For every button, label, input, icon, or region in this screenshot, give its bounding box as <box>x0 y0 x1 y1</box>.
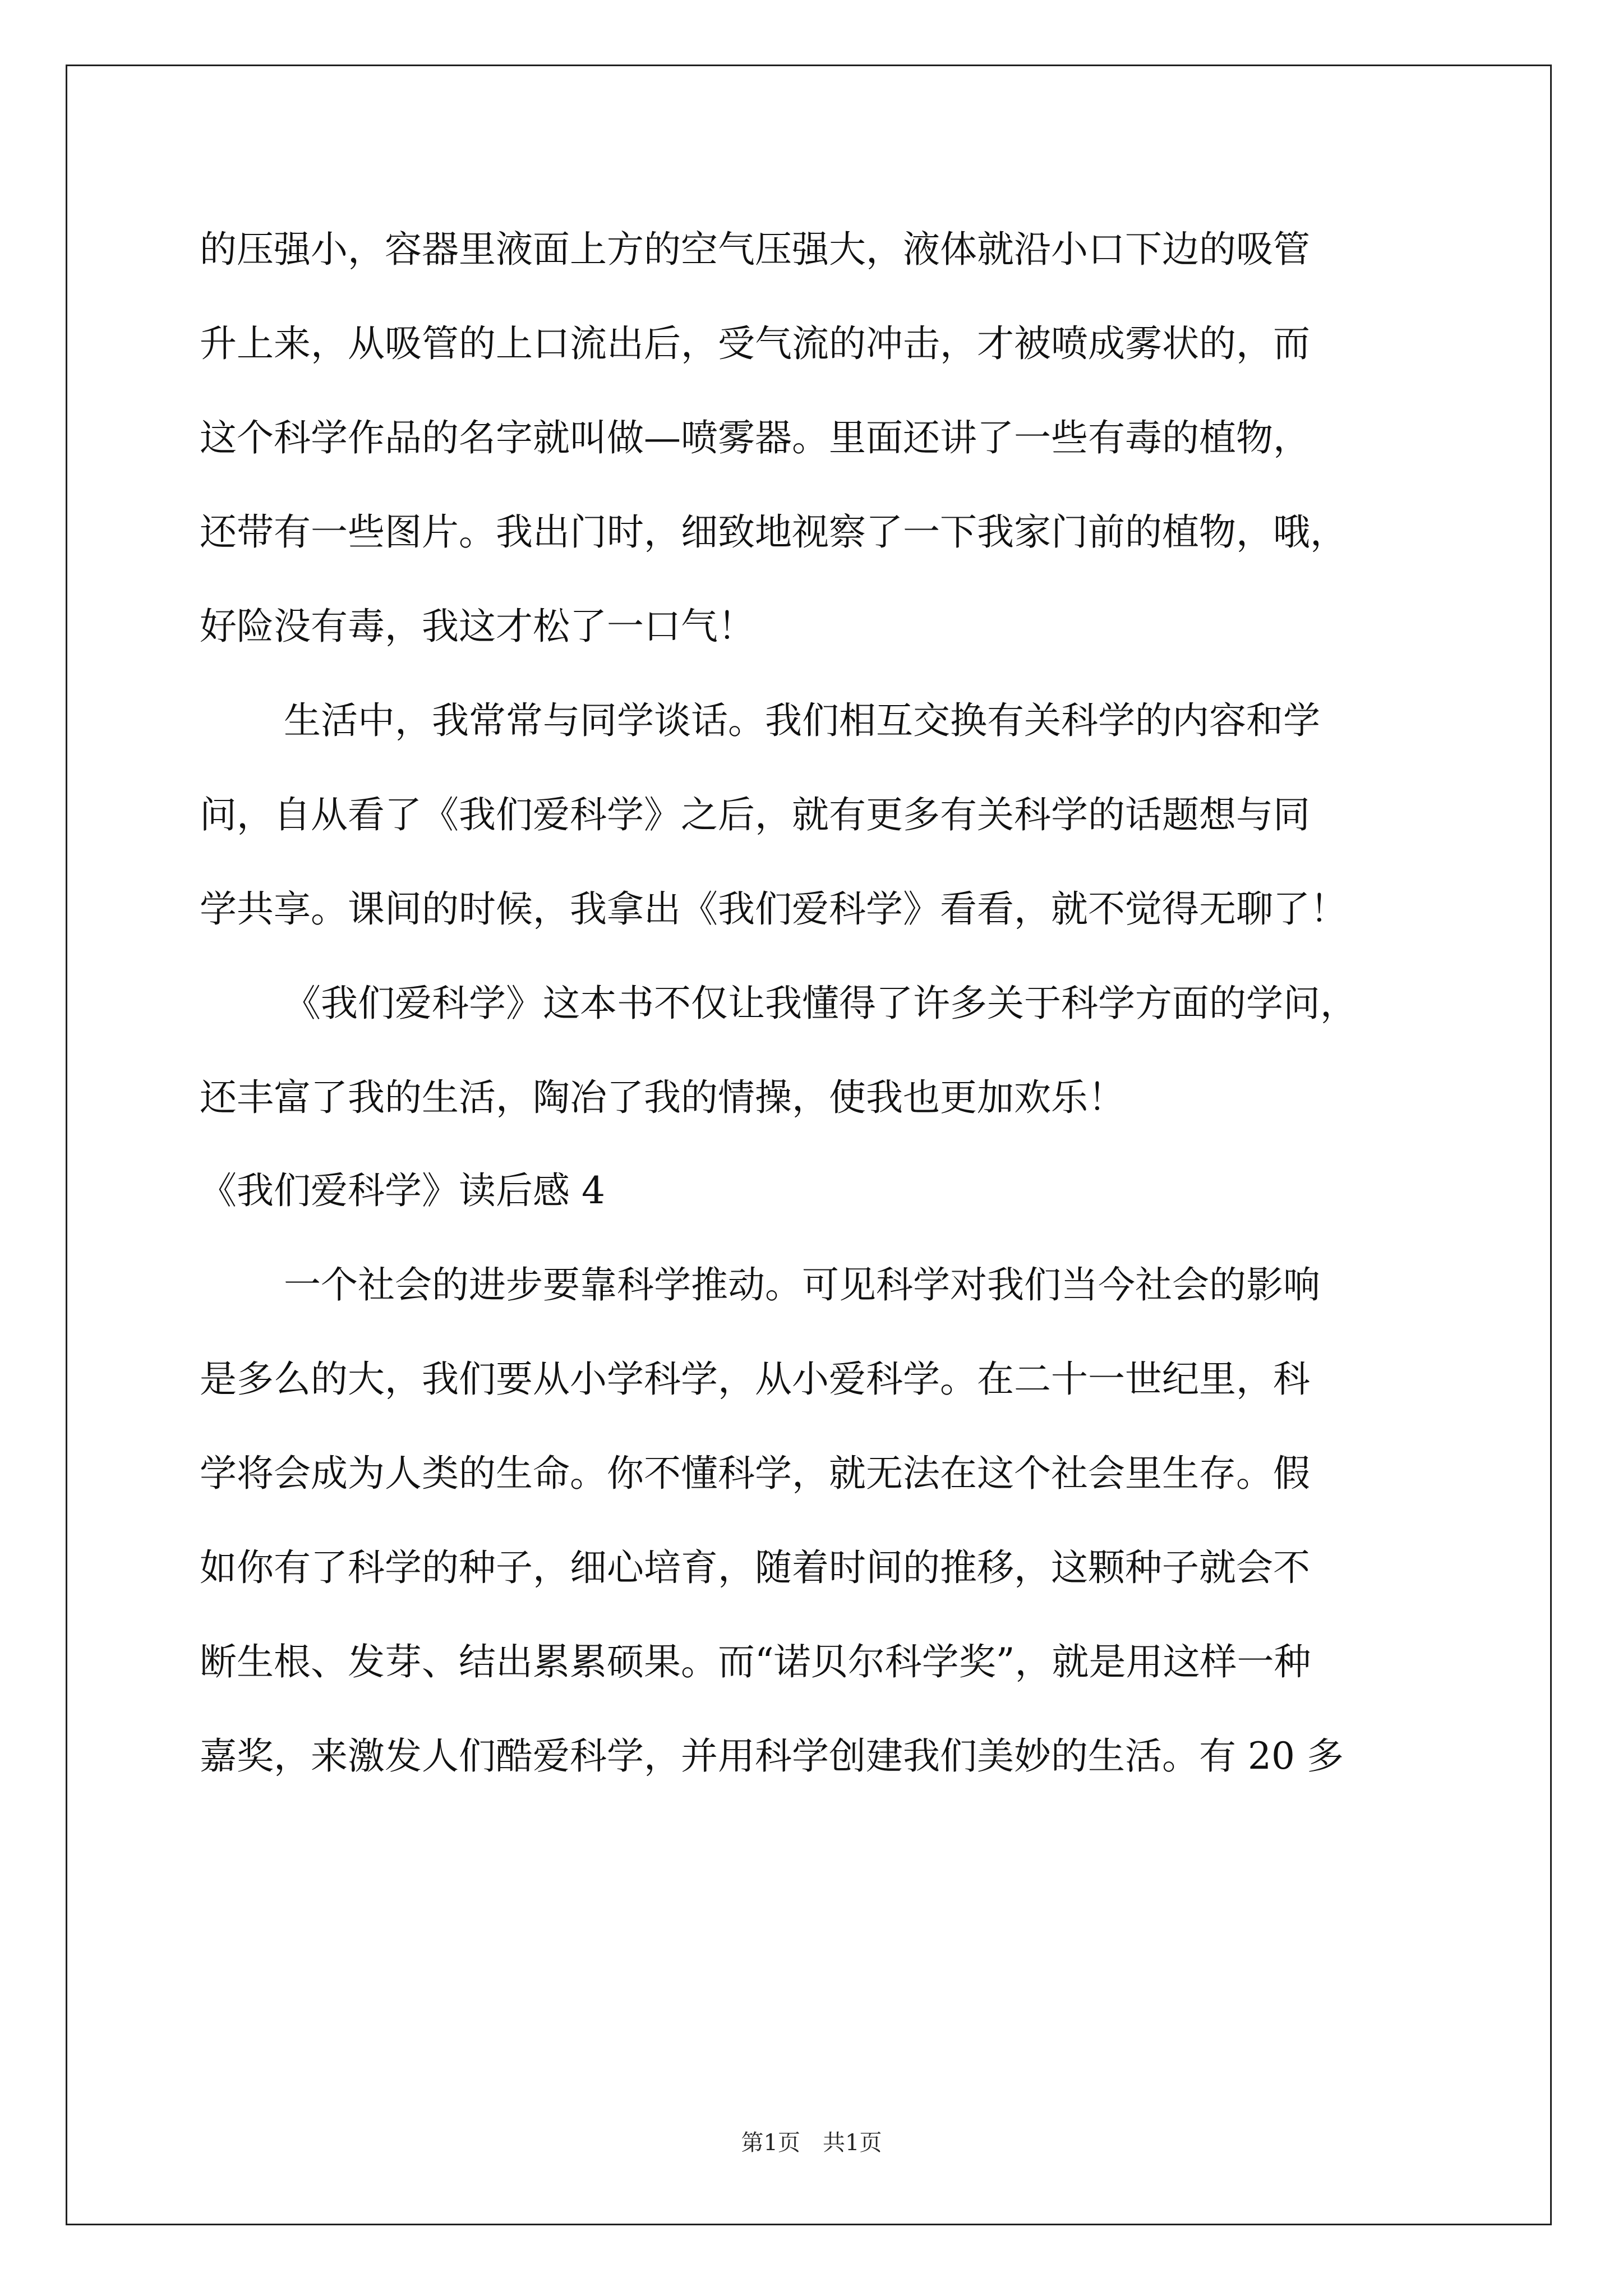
text-line: 问，自从看了《我们爱科学》之后，就有更多有关科学的话题想与同 <box>200 793 1310 836</box>
text-line: 的压强小，容器里液面上方的空气压强大，液体就沿小口下边的吸管 <box>200 228 1310 271</box>
text-line: 学将会成为人类的生命。你不懂科学，就无法在这个社会里生存。假 <box>200 1452 1310 1495</box>
text-line: 是多么的大，我们要从小学科学，从小爱科学。在二十一世纪里，科 <box>200 1358 1310 1401</box>
text-line: 如你有了科学的种子，细心培育，随着时间的推移，这颗种子就会不 <box>200 1546 1310 1589</box>
text-line: 嘉奖，来激发人们酷爱科学，并用科学创建我们美妙的生活。有 20 多 <box>200 1734 1344 1778</box>
paragraph-start-line: 生活中，我常常与同学谈话。我们相互交换有关科学的内容和学 <box>284 699 1320 742</box>
text-line: 学共享。课间的时候，我拿出《我们爱科学》看看，就不觉得无聊了！ <box>200 887 1347 931</box>
text-line: 升上来，从吸管的上口流出后，受气流的冲击，才被喷成雾状的，而 <box>200 322 1310 365</box>
paragraph-start-line: 《我们爱科学》这本书不仅让我懂得了许多关于科学方面的学问， <box>284 982 1357 1025</box>
text-line: 还带有一些图片。我出门时，细致地视察了一下我家门前的植物，哦， <box>200 510 1347 554</box>
text-line: 还丰富了我的生活，陶冶了我的情操，使我也更加欢乐！ <box>200 1076 1125 1119</box>
section-heading: 《我们爱科学》读后感 4 <box>200 1169 605 1212</box>
text-line: 好险没有毒，我这才松了一口气！ <box>200 605 755 648</box>
paragraph-start-line: 一个社会的进步要靠科学推动。可见科学对我们当今社会的影响 <box>284 1263 1320 1306</box>
text-line: 这个科学作品的名字就叫做—喷雾器。里面还讲了一些有毒的植物， <box>200 416 1310 459</box>
page-border <box>66 65 1552 2225</box>
text-line: 断生根、发芽、结出累累硕果。而“诺贝尔科学奖”，就是用这样一种 <box>200 1640 1311 1683</box>
page-footer: 第1页 共1页 <box>741 2130 882 2156</box>
